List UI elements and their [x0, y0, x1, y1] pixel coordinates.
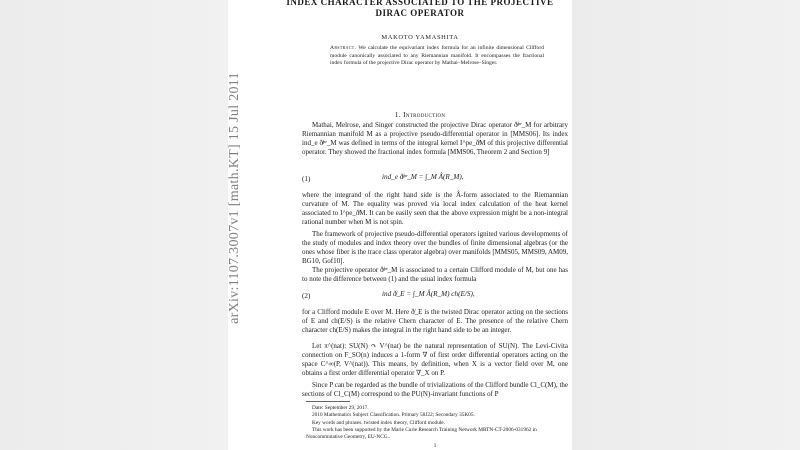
paragraph-7: Since P can be regarded as the bundle of trivializations of the Clifford bundle Cl_C(M), the sections of Cl_C(M) correspond to the PU(N)-invariant functions of P [302, 381, 568, 399]
footnotes [306, 405, 568, 441]
paragraph-1: Mathai, Melrose, and Singer constructed the projective Dirac operator ð̸ᵖᵉ_M for arbitrary Riemannian manifold M as a projective pseudo-differential operator in [MMS06]. Its index ind_e ð̸ᵖᵉ_M was defined in terms of the integral kernel I^pe_ð̸M of this projective differential operator. They showed the fractional index formula [MMS06, Theorem 2 and Section 9] [302, 121, 568, 157]
paragraph-6: Let π^(nat): SU(N) ↷ V^(nat) be the natural representation of SU(N). The Levi-Civita connection on F_SO(n) induces a 1-form ∇ of first order differential operators acting on the space C^∞(P, V^(nat)). This means, by definition, when X is a vector field over M, one obtains a first order differential operator ∇_X on P. [302, 342, 568, 378]
equation-2 [302, 290, 568, 304]
footnote-msc: 2010 Mathematics Subject Classification. Primary 58J22; Secondary 35K05. [312, 412, 475, 419]
paragraph-2: where the integrand of the right hand side is the Â-form associated to the Riemannian curvature of M. The equality was proved via local index calculation of the heat kernel associated to I^pe_ð̸M. It can be easily seen that the above expression might be a non-integral rational number when M is not spin. [302, 191, 568, 227]
paragraph-4: The projective operator ð̸ᵖᵉ_M is associated to a certain Clifford module of M, but one has to note the difference between (1) and the usual index formula [302, 266, 568, 284]
paper-title-line-1: INDEX CHARACTER ASSOCIATED TO THE PROJECTIVE [286, 0, 554, 7]
equation-1-body: ind_e ð̸ᵖᵉ_M = ∫_M Â(R_M), [382, 173, 464, 181]
footnote-funding: This work has been supported by the Marie Curie Research Training Network MRTN-CT-2006-031962 in Noncommutative Geometry, EU-NCG.. [306, 426, 537, 441]
equation-1 [302, 173, 568, 187]
section-heading: 1. Introduction [394, 110, 446, 119]
equation-1-number: (1) [302, 175, 311, 183]
page-number: 1 [433, 443, 437, 449]
background-right [572, 0, 800, 450]
abstract [330, 45, 544, 68]
paragraph-5: for a Clifford module E over M. Here ð̸_E is the twisted Dirac operator acting on the sections of E and ch(E/S) is the relative Chern character of E. The presence of the relative Chern character ch(E/S) makes the integral in the right hand side to be an integer. [302, 308, 568, 335]
abstract-text: We calculate the equivariant index formula for an infinite dimensional Clifford module canonically associated to any Riemannian manifold. It encompasses the fractional index formula of the projective Dirac operator by Mathai–Melrose–Singer. [330, 45, 544, 67]
arxiv-identifier [226, 66, 244, 330]
author: MAKOTO YAMASHITA [381, 34, 459, 41]
footnote-keywords: Key words and phrases. twisted index theory, Clifford module. [312, 419, 445, 426]
footnote-rule [306, 401, 350, 402]
footnote-date: Date: September 29, 2017. [312, 405, 369, 411]
equation-2-body: ind ð̸_E = ∫_M Â(R_M) ch(E/S), [382, 290, 475, 298]
equation-2-number: (2) [302, 292, 311, 300]
arxiv-id-text: arXiv:1107.3007v1 [math.KT] 15 Jul 2011 [227, 72, 242, 324]
abstract-label: Abstract. [330, 45, 357, 51]
paragraph-3: The framework of projective pseudo-differential operators ignited various developments of the study of modules and index theory over the bundles of finite dimensional algebras (or the ones whose fiber is the trace class operator algebra) over manifolds [MMS05, MMS09, AM09, BG10, Gof10]. [302, 230, 568, 266]
paper-title-line-2: DIRAC OPERATOR [375, 8, 465, 18]
background-left [0, 0, 228, 450]
